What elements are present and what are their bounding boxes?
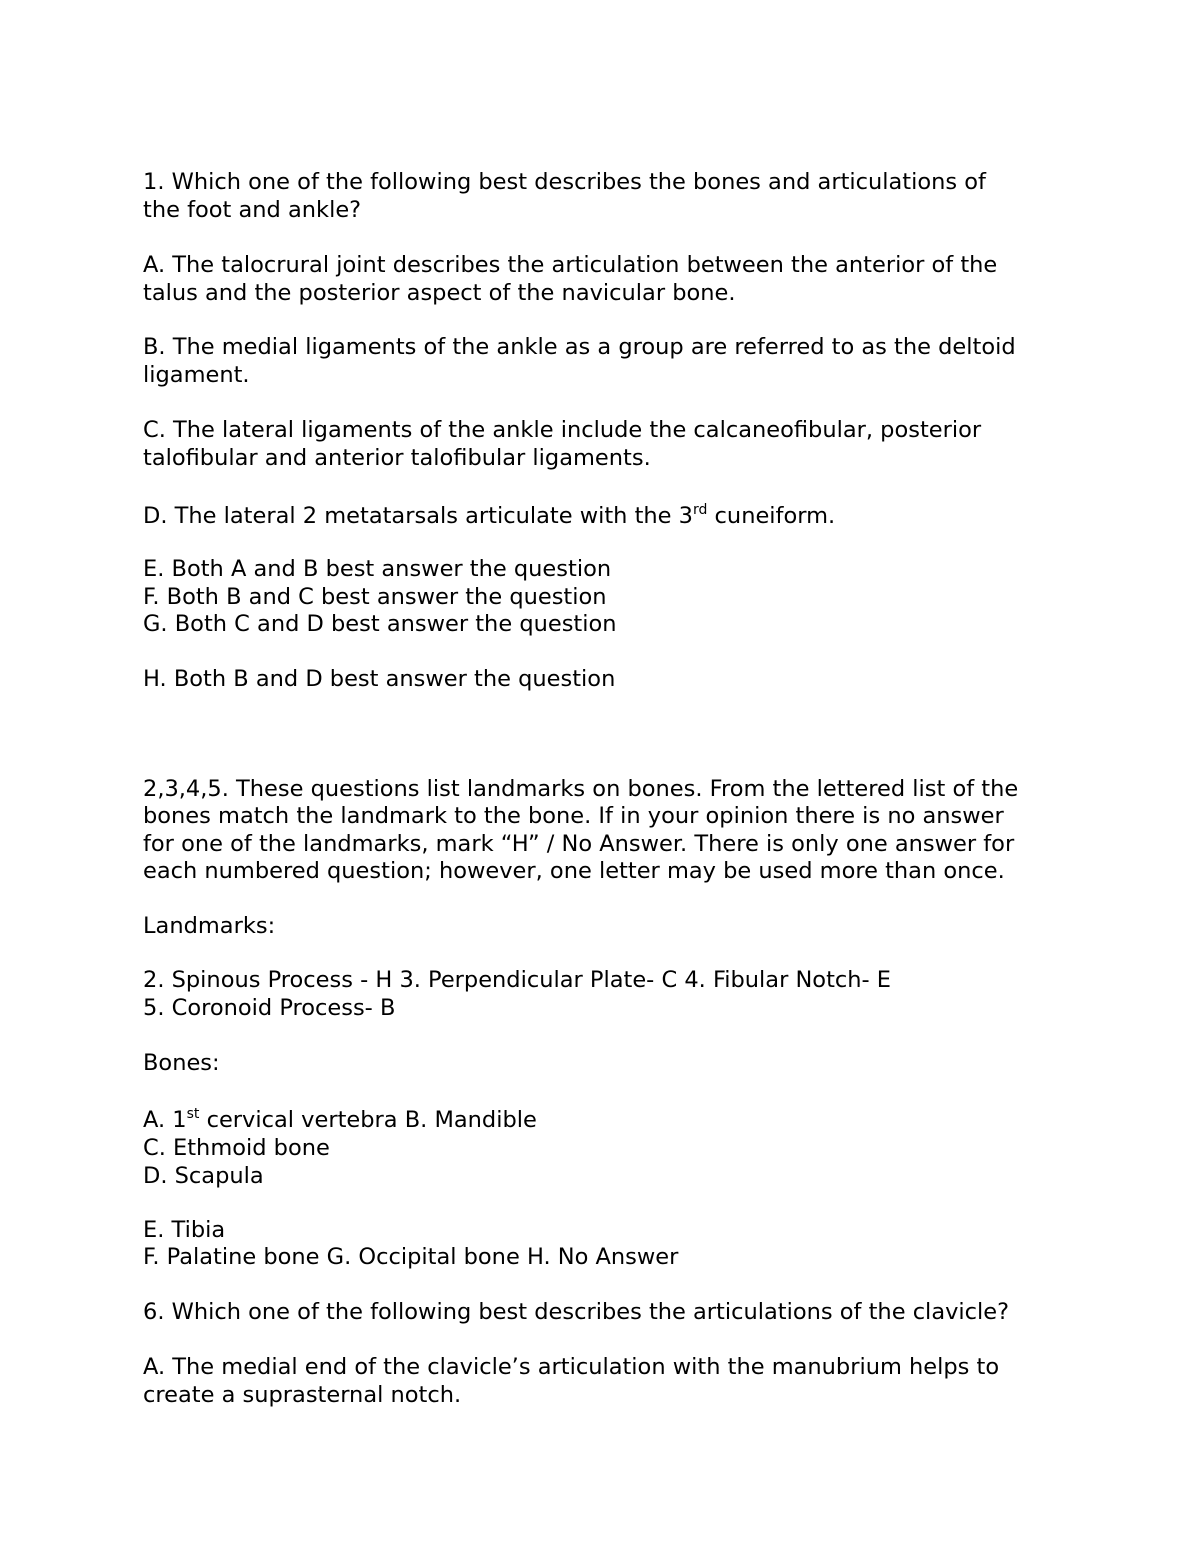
q1-option-g: G. Both C and D best answer the question bbox=[143, 611, 617, 637]
bone-a-text: A. 1 bbox=[143, 1107, 187, 1133]
bone-e: E. Tibia bbox=[143, 1217, 226, 1243]
q6-option-a-line1: A. The medial end of the clavicle’s articulation with the manubrium helps to bbox=[143, 1354, 1000, 1380]
landmarks-line1: 2. Spinous Process - H 3. Perpendicular Plate- C 4. Fibular Notch- E bbox=[143, 967, 892, 993]
landmarks-line2: 5. Coronoid Process- B bbox=[143, 995, 396, 1021]
landmarks-heading: Landmarks: bbox=[143, 913, 276, 939]
bones-heading: Bones: bbox=[143, 1050, 220, 1076]
q2-5-intro-line2: bones match the landmark to the bone. If in your opinion there is no answer bbox=[143, 803, 1004, 829]
bone-c: C. Ethmoid bone bbox=[143, 1135, 330, 1161]
q1-option-a-line1: A. The talocrural joint describes the articulation between the anterior of the bbox=[143, 252, 998, 278]
bone-f-g-h: F. Palatine bone G. Occipital bone H. No Answer bbox=[143, 1244, 679, 1270]
q1-option-d-superscript: rd bbox=[693, 502, 708, 518]
q6-stem: 6. Which one of the following best describes the articulations of the clavicle? bbox=[143, 1299, 1010, 1325]
q1-option-a-line2: talus and the posterior aspect of the navicular bone. bbox=[143, 280, 736, 306]
q1-option-e: E. Both A and B best answer the question bbox=[143, 556, 612, 582]
q1-option-c-line1: C. The lateral ligaments of the ankle include the calcaneofibular, posterior bbox=[143, 417, 982, 443]
q6-option-a-line2: create a suprasternal notch. bbox=[143, 1382, 462, 1408]
bone-d: D. Scapula bbox=[143, 1163, 264, 1189]
q2-5-intro-line1: 2,3,4,5. These questions list landmarks on bones. From the lettered list of the bbox=[143, 776, 1019, 802]
bone-a-superscript: st bbox=[186, 1106, 200, 1122]
q1-stem-line2: the foot and ankle? bbox=[143, 197, 362, 223]
q1-option-d-tail: cuneiform. bbox=[707, 503, 836, 529]
q1-stem-line1: 1. Which one of the following best describes the bones and articulations of bbox=[143, 169, 986, 195]
q1-option-c-line2: talofibular and anterior talofibular ligaments. bbox=[143, 445, 651, 471]
q2-5-intro-line4: each numbered question; however, one letter may be used more than once. bbox=[143, 858, 1005, 884]
q1-option-d-text: D. The lateral 2 metatarsals articulate with the 3 bbox=[143, 503, 693, 529]
q1-option-f: F. Both B and C best answer the question bbox=[143, 584, 607, 610]
q1-option-d bbox=[143, 502, 835, 530]
q1-option-b-line2: ligament. bbox=[143, 362, 250, 388]
q1-option-h: H. Both B and D best answer the question bbox=[143, 666, 616, 692]
bone-a-b bbox=[143, 1106, 537, 1134]
q1-option-b-line1: B. The medial ligaments of the ankle as a group are referred to as the deltoid bbox=[143, 334, 1016, 360]
q2-5-intro-line3: for one of the landmarks, mark “H” / No Answer. There is only one answer for bbox=[143, 831, 1015, 857]
bone-a-tail: cervical vertebra B. Mandible bbox=[199, 1107, 537, 1133]
